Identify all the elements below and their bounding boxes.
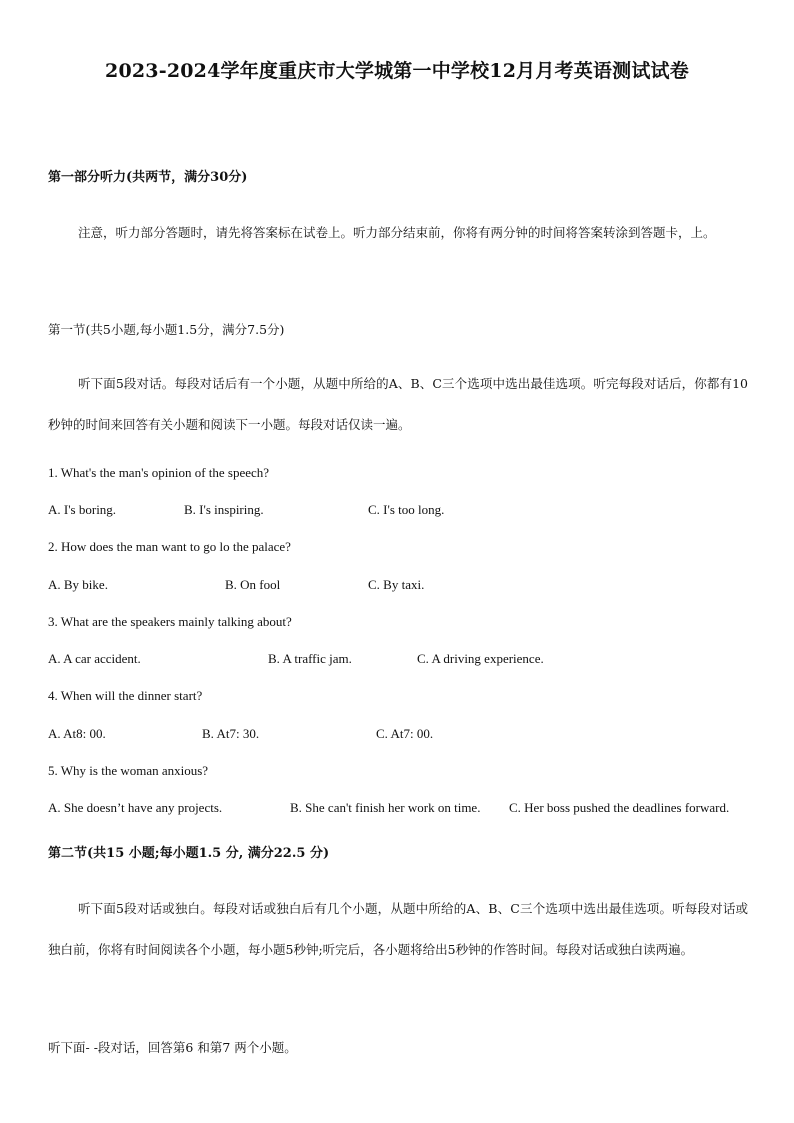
question-4: 4. When will the dinner start? (48, 688, 203, 703)
question-5: 5. Why is the woman anxious? (48, 763, 209, 778)
q4-option-a: A. At8: 00. (48, 726, 106, 741)
section2-next-instruction: 听下面- -段对话，回答第6 和第7 两个小题。 (48, 1040, 297, 1055)
q2-option-b: B. On fool (225, 577, 281, 592)
section1-instructions: 听下面5段对话。每段对话后有一个小题，从题中所给的A、B、C三个选项中选出最佳选项。听完每段对话后，你都有10 秒钟的时间来回答有关小题和阅读下一小题。每段对话仅读一遍。 (48, 376, 748, 432)
question-3: 3. What are the speakers mainly talking about? (48, 614, 292, 629)
q5-option-b: B. She can't finish her work on time. (290, 800, 481, 815)
part1-heading: 第一部分听力(共两节，满分30分) (48, 170, 248, 185)
section2-instructions: 听下面5段对话或独白。每段对话或独白后有几个小题，从题中所给的A、B、C三个选项中选出最佳选项。听每段对话或独白前，你将有时间阅读各个小题，每小题5秒钟;听完后，各小题将给出5秒钟的作答时间。每段对话或独白读两遍。 (48, 901, 748, 957)
q3-option-b: B. A traffic jam. (268, 651, 352, 666)
q5-option-a: A. She doesn’t have any projects. (48, 800, 223, 815)
q4-option-c: C. At7: 00. (376, 726, 434, 741)
question-2: 2. How does the man want to go lo the palace? (48, 539, 291, 554)
q2-option-a: A. By bike. (48, 577, 108, 592)
q2-option-c: C. By taxi. (368, 577, 425, 592)
listening-notice: 注意，听力部分答题时，请先将答案标在试卷上。听力部分结束前，你将有两分钟的时间将答案转涂到答题卡，上。 (78, 225, 716, 240)
q5-option-c: C. Her boss pushed the deadlines forward. (509, 800, 730, 815)
q1-option-c: C. I's too long. (368, 502, 445, 517)
q1-option-a: A. I's boring. (48, 502, 117, 517)
q4-option-b: B. At7: 30. (202, 726, 260, 741)
section2-heading: 第二节(共15 小题;每小题1.5 分, 满分22.5 分) (48, 846, 330, 861)
q3-option-a: A. A car accident. (48, 651, 141, 666)
question-1: 1. What's the man's opinion of the speech? (48, 465, 270, 480)
section1-heading: 第一节(共5小题,每小题1.5分，满分7.5分) (48, 322, 285, 337)
page-title: 2023-2024学年度重庆市大学城第一中学校12月月考英语测试试卷 (105, 60, 689, 82)
q1-option-b: B. I's inspiring. (184, 502, 264, 517)
q3-option-c: C. A driving experience. (417, 651, 544, 666)
